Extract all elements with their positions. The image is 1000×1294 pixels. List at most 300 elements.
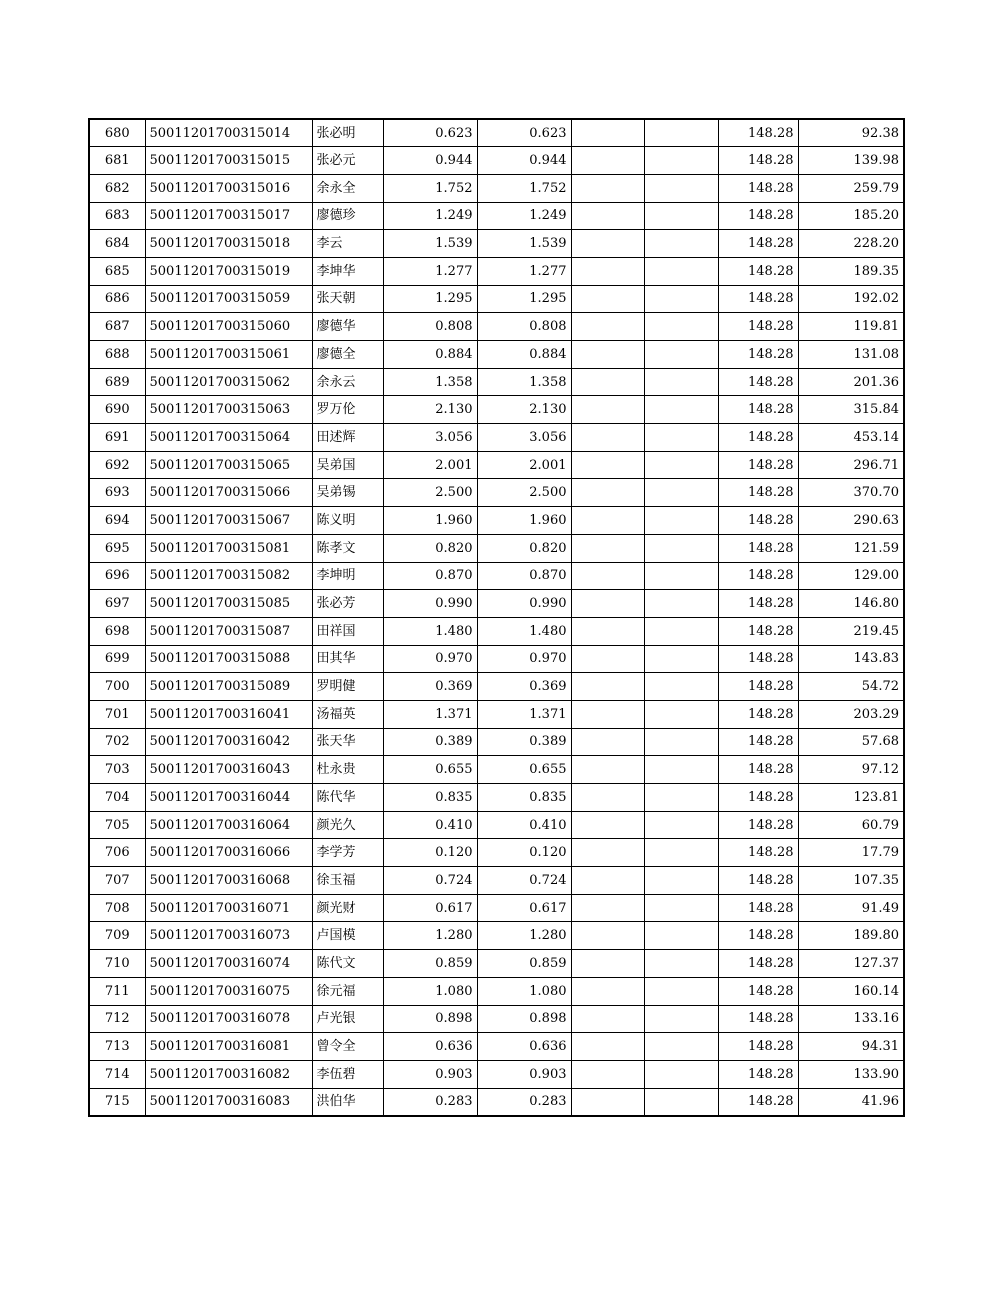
area-value-cell: 1.249 [383,202,477,230]
blank-cell-cell [571,617,644,645]
blank-cell-cell [571,202,644,230]
blank-cell-cell [571,839,644,867]
amount-cell: 192.02 [798,285,904,313]
blank-cell-cell [571,977,644,1005]
owner-name-cell: 洪伯华 [312,1088,383,1116]
table-row [89,977,904,1005]
row-number-cell: 705 [89,811,145,839]
blank-cell-cell [644,368,718,396]
amount-cell: 97.12 [798,756,904,784]
blank-cell-cell [644,257,718,285]
land-code-cell: 50011201700315066 [145,479,312,507]
land-code-cell: 50011201700315088 [145,645,312,673]
unit-price-cell: 148.28 [718,950,798,978]
blank-cell-cell [644,728,718,756]
unit-price-cell: 148.28 [718,811,798,839]
area-value-cell: 2.500 [383,479,477,507]
amount-cell: 160.14 [798,977,904,1005]
row-number-cell: 708 [89,894,145,922]
table-row [89,867,904,895]
land-code-cell: 50011201700315063 [145,396,312,424]
blank-cell-cell [644,1088,718,1116]
land-code-cell: 50011201700315059 [145,285,312,313]
amount-cell: 143.83 [798,645,904,673]
amount-cell: 41.96 [798,1088,904,1116]
blank-cell-cell [571,950,644,978]
unit-price-cell: 148.28 [718,700,798,728]
land-code-cell: 50011201700315015 [145,147,312,175]
confirmed-area-cell: 1.752 [477,174,571,202]
unit-price-cell: 148.28 [718,894,798,922]
unit-price-cell: 148.28 [718,257,798,285]
table-row [89,424,904,452]
unit-price-cell: 148.28 [718,562,798,590]
row-number-cell: 685 [89,257,145,285]
row-number-cell: 687 [89,313,145,341]
blank-cell-cell [644,645,718,673]
amount-cell: 91.49 [798,894,904,922]
table-row [89,174,904,202]
blank-cell-cell [571,257,644,285]
confirmed-area-cell: 3.056 [477,424,571,452]
table-row [89,1005,904,1033]
confirmed-area-cell: 1.295 [477,285,571,313]
unit-price-cell: 148.28 [718,174,798,202]
blank-cell-cell [644,230,718,258]
row-number-cell: 680 [89,119,145,147]
table-row [89,368,904,396]
table-row [89,728,904,756]
table-row [89,479,904,507]
land-code-cell: 50011201700316073 [145,922,312,950]
owner-name-cell: 罗万伦 [312,396,383,424]
row-number-cell: 698 [89,617,145,645]
amount-cell: 370.70 [798,479,904,507]
unit-price-cell: 148.28 [718,507,798,535]
owner-name-cell: 余永云 [312,368,383,396]
blank-cell-cell [644,1060,718,1088]
owner-name-cell: 张天朝 [312,285,383,313]
unit-price-cell: 148.28 [718,451,798,479]
blank-cell-cell [644,867,718,895]
unit-price-cell: 148.28 [718,396,798,424]
owner-name-cell: 张必元 [312,147,383,175]
owner-name-cell: 李云 [312,230,383,258]
row-number-cell: 690 [89,396,145,424]
owner-name-cell: 吴弟国 [312,451,383,479]
table-row [89,1088,904,1116]
blank-cell-cell [644,590,718,618]
confirmed-area-cell: 0.120 [477,839,571,867]
land-code-cell: 50011201700315061 [145,341,312,369]
blank-cell-cell [644,977,718,1005]
land-code-cell: 50011201700315019 [145,257,312,285]
area-value-cell: 1.080 [383,977,477,1005]
amount-cell: 107.35 [798,867,904,895]
blank-cell-cell [571,590,644,618]
blank-cell-cell [571,922,644,950]
owner-name-cell: 李坤明 [312,562,383,590]
table-row [89,922,904,950]
amount-cell: 315.84 [798,396,904,424]
table-row [89,534,904,562]
land-code-cell: 50011201700316042 [145,728,312,756]
owner-name-cell: 颜光财 [312,894,383,922]
amount-cell: 139.98 [798,147,904,175]
unit-price-cell: 148.28 [718,1060,798,1088]
confirmed-area-cell: 1.960 [477,507,571,535]
area-value-cell: 1.371 [383,700,477,728]
land-code-cell: 50011201700315087 [145,617,312,645]
land-code-cell: 50011201700315014 [145,119,312,147]
land-code-cell: 50011201700316044 [145,784,312,812]
confirmed-area-cell: 0.903 [477,1060,571,1088]
amount-cell: 219.45 [798,617,904,645]
owner-name-cell: 廖德全 [312,341,383,369]
table-body [89,119,904,1116]
confirmed-area-cell: 1.539 [477,230,571,258]
area-value-cell: 0.970 [383,645,477,673]
confirmed-area-cell: 1.249 [477,202,571,230]
area-value-cell: 0.636 [383,1033,477,1061]
land-code-cell: 50011201700315018 [145,230,312,258]
area-value-cell: 1.295 [383,285,477,313]
table-row [89,839,904,867]
amount-cell: 290.63 [798,507,904,535]
amount-cell: 123.81 [798,784,904,812]
confirmed-area-cell: 1.358 [477,368,571,396]
blank-cell-cell [644,617,718,645]
owner-name-cell: 李坤华 [312,257,383,285]
table-row [89,673,904,701]
owner-name-cell: 陈代华 [312,784,383,812]
unit-price-cell: 148.28 [718,867,798,895]
area-value-cell: 0.283 [383,1088,477,1116]
owner-name-cell: 李伍碧 [312,1060,383,1088]
amount-cell: 17.79 [798,839,904,867]
owner-name-cell: 卢光银 [312,1005,383,1033]
confirmed-area-cell: 0.636 [477,1033,571,1061]
confirmed-area-cell: 1.277 [477,257,571,285]
table-row [89,894,904,922]
blank-cell-cell [571,673,644,701]
unit-price-cell: 148.28 [718,673,798,701]
blank-cell-cell [644,811,718,839]
owner-name-cell: 陈孝文 [312,534,383,562]
row-number-cell: 683 [89,202,145,230]
table-row [89,451,904,479]
unit-price-cell: 148.28 [718,1005,798,1033]
area-value-cell: 1.480 [383,617,477,645]
table-row [89,507,904,535]
unit-price-cell: 148.28 [718,285,798,313]
row-number-cell: 715 [89,1088,145,1116]
land-code-cell: 50011201700316071 [145,894,312,922]
area-value-cell: 0.617 [383,894,477,922]
row-number-cell: 699 [89,645,145,673]
row-number-cell: 686 [89,285,145,313]
amount-cell: 57.68 [798,728,904,756]
row-number-cell: 689 [89,368,145,396]
confirmed-area-cell: 2.500 [477,479,571,507]
amount-cell: 296.71 [798,451,904,479]
confirmed-area-cell: 0.944 [477,147,571,175]
land-code-cell: 50011201700316081 [145,1033,312,1061]
land-code-cell: 50011201700316064 [145,811,312,839]
blank-cell-cell [571,534,644,562]
area-value-cell: 0.835 [383,784,477,812]
table-row [89,645,904,673]
area-value-cell: 1.280 [383,922,477,950]
amount-cell: 201.36 [798,368,904,396]
owner-name-cell: 吴弟锡 [312,479,383,507]
confirmed-area-cell: 1.280 [477,922,571,950]
table-row [89,1060,904,1088]
confirmed-area-cell: 0.898 [477,1005,571,1033]
row-number-cell: 681 [89,147,145,175]
unit-price-cell: 148.28 [718,839,798,867]
unit-price-cell: 148.28 [718,590,798,618]
row-number-cell: 696 [89,562,145,590]
confirmed-area-cell: 0.617 [477,894,571,922]
table-row [89,811,904,839]
area-value-cell: 2.130 [383,396,477,424]
land-code-cell: 50011201700315060 [145,313,312,341]
blank-cell-cell [644,700,718,728]
unit-price-cell: 148.28 [718,617,798,645]
row-number-cell: 693 [89,479,145,507]
blank-cell-cell [571,507,644,535]
table-row [89,313,904,341]
row-number-cell: 701 [89,700,145,728]
amount-cell: 54.72 [798,673,904,701]
owner-name-cell: 李学芳 [312,839,383,867]
table-row [89,700,904,728]
blank-cell-cell [644,313,718,341]
row-number-cell: 709 [89,922,145,950]
area-value-cell: 0.990 [383,590,477,618]
area-value-cell: 1.277 [383,257,477,285]
owner-name-cell: 徐元福 [312,977,383,1005]
land-code-cell: 50011201700316074 [145,950,312,978]
owner-name-cell: 余永全 [312,174,383,202]
blank-cell-cell [644,562,718,590]
unit-price-cell: 148.28 [718,479,798,507]
owner-name-cell: 田祥国 [312,617,383,645]
unit-price-cell: 148.28 [718,313,798,341]
land-code-cell: 50011201700316041 [145,700,312,728]
amount-cell: 131.08 [798,341,904,369]
owner-name-cell: 张必明 [312,119,383,147]
confirmed-area-cell: 0.724 [477,867,571,895]
area-value-cell: 0.870 [383,562,477,590]
owner-name-cell: 卢国模 [312,922,383,950]
amount-cell: 92.38 [798,119,904,147]
amount-cell: 228.20 [798,230,904,258]
row-number-cell: 692 [89,451,145,479]
owner-name-cell: 颜光久 [312,811,383,839]
area-value-cell: 0.820 [383,534,477,562]
land-code-cell: 50011201700315062 [145,368,312,396]
row-number-cell: 713 [89,1033,145,1061]
unit-price-cell: 148.28 [718,977,798,1005]
unit-price-cell: 148.28 [718,534,798,562]
blank-cell-cell [571,119,644,147]
unit-price-cell: 148.28 [718,1088,798,1116]
land-code-cell: 50011201700315065 [145,451,312,479]
area-value-cell: 0.808 [383,313,477,341]
blank-cell-cell [644,507,718,535]
confirmed-area-cell: 2.001 [477,451,571,479]
confirmed-area-cell: 0.808 [477,313,571,341]
blank-cell-cell [571,147,644,175]
owner-name-cell: 廖德珍 [312,202,383,230]
table-row [89,341,904,369]
confirmed-area-cell: 0.623 [477,119,571,147]
amount-cell: 119.81 [798,313,904,341]
owner-name-cell: 田其华 [312,645,383,673]
blank-cell-cell [571,784,644,812]
blank-cell-cell [571,645,644,673]
confirmed-area-cell: 0.970 [477,645,571,673]
row-number-cell: 706 [89,839,145,867]
blank-cell-cell [571,700,644,728]
blank-cell-cell [571,1033,644,1061]
blank-cell-cell [644,1033,718,1061]
blank-cell-cell [644,119,718,147]
area-value-cell: 1.539 [383,230,477,258]
area-value-cell: 0.898 [383,1005,477,1033]
confirmed-area-cell: 0.884 [477,341,571,369]
table-row [89,257,904,285]
unit-price-cell: 148.28 [718,1033,798,1061]
owner-name-cell: 曾令全 [312,1033,383,1061]
table-row [89,396,904,424]
row-number-cell: 700 [89,673,145,701]
confirmed-area-cell: 1.480 [477,617,571,645]
area-value-cell: 1.358 [383,368,477,396]
amount-cell: 203.29 [798,700,904,728]
land-code-cell: 50011201700315064 [145,424,312,452]
owner-name-cell: 张必芳 [312,590,383,618]
blank-cell-cell [644,756,718,784]
row-number-cell: 688 [89,341,145,369]
row-number-cell: 707 [89,867,145,895]
blank-cell-cell [644,922,718,950]
table-row [89,202,904,230]
confirmed-area-cell: 0.990 [477,590,571,618]
land-code-cell: 50011201700315017 [145,202,312,230]
unit-price-cell: 148.28 [718,784,798,812]
amount-cell: 189.80 [798,922,904,950]
blank-cell-cell [571,867,644,895]
blank-cell-cell [571,811,644,839]
confirmed-area-cell: 0.283 [477,1088,571,1116]
area-value-cell: 0.369 [383,673,477,701]
blank-cell-cell [644,285,718,313]
blank-cell-cell [571,562,644,590]
blank-cell-cell [571,1088,644,1116]
unit-price-cell: 148.28 [718,424,798,452]
row-number-cell: 703 [89,756,145,784]
owner-name-cell: 杜永贵 [312,756,383,784]
blank-cell-cell [644,174,718,202]
blank-cell-cell [644,784,718,812]
area-value-cell: 0.724 [383,867,477,895]
confirmed-area-cell: 0.835 [477,784,571,812]
blank-cell-cell [571,313,644,341]
owner-name-cell: 徐玉福 [312,867,383,895]
amount-cell: 146.80 [798,590,904,618]
owner-name-cell: 汤福英 [312,700,383,728]
land-code-cell: 50011201700315085 [145,590,312,618]
area-value-cell: 0.903 [383,1060,477,1088]
area-value-cell: 1.960 [383,507,477,535]
table-row [89,756,904,784]
land-code-cell: 50011201700315081 [145,534,312,562]
land-code-cell: 50011201700316075 [145,977,312,1005]
amount-cell: 94.31 [798,1033,904,1061]
blank-cell-cell [571,479,644,507]
unit-price-cell: 148.28 [718,202,798,230]
land-code-cell: 50011201700316068 [145,867,312,895]
row-number-cell: 702 [89,728,145,756]
blank-cell-cell [571,1060,644,1088]
blank-cell-cell [644,534,718,562]
confirmed-area-cell: 1.080 [477,977,571,1005]
unit-price-cell: 148.28 [718,645,798,673]
row-number-cell: 711 [89,977,145,1005]
area-value-cell: 1.752 [383,174,477,202]
blank-cell-cell [644,950,718,978]
unit-price-cell: 148.28 [718,728,798,756]
row-number-cell: 694 [89,507,145,535]
amount-cell: 189.35 [798,257,904,285]
blank-cell-cell [571,341,644,369]
blank-cell-cell [571,230,644,258]
owner-name-cell: 田述辉 [312,424,383,452]
land-code-cell: 50011201700316066 [145,839,312,867]
amount-cell: 133.16 [798,1005,904,1033]
area-value-cell: 0.410 [383,811,477,839]
table-row [89,784,904,812]
table-row [89,147,904,175]
blank-cell-cell [644,202,718,230]
confirmed-area-cell: 0.859 [477,950,571,978]
amount-cell: 259.79 [798,174,904,202]
unit-price-cell: 148.28 [718,119,798,147]
confirmed-area-cell: 0.870 [477,562,571,590]
row-number-cell: 684 [89,230,145,258]
blank-cell-cell [571,728,644,756]
confirmed-area-cell: 0.369 [477,673,571,701]
amount-cell: 60.79 [798,811,904,839]
table-row [89,119,904,147]
blank-cell-cell [644,341,718,369]
blank-cell-cell [644,396,718,424]
area-value-cell: 0.944 [383,147,477,175]
area-value-cell: 0.623 [383,119,477,147]
blank-cell-cell [571,451,644,479]
area-value-cell: 2.001 [383,451,477,479]
owner-name-cell: 张天华 [312,728,383,756]
land-code-cell: 50011201700316082 [145,1060,312,1088]
land-code-cell: 50011201700315016 [145,174,312,202]
blank-cell-cell [644,147,718,175]
blank-cell-cell [571,396,644,424]
table-row [89,230,904,258]
blank-cell-cell [644,451,718,479]
